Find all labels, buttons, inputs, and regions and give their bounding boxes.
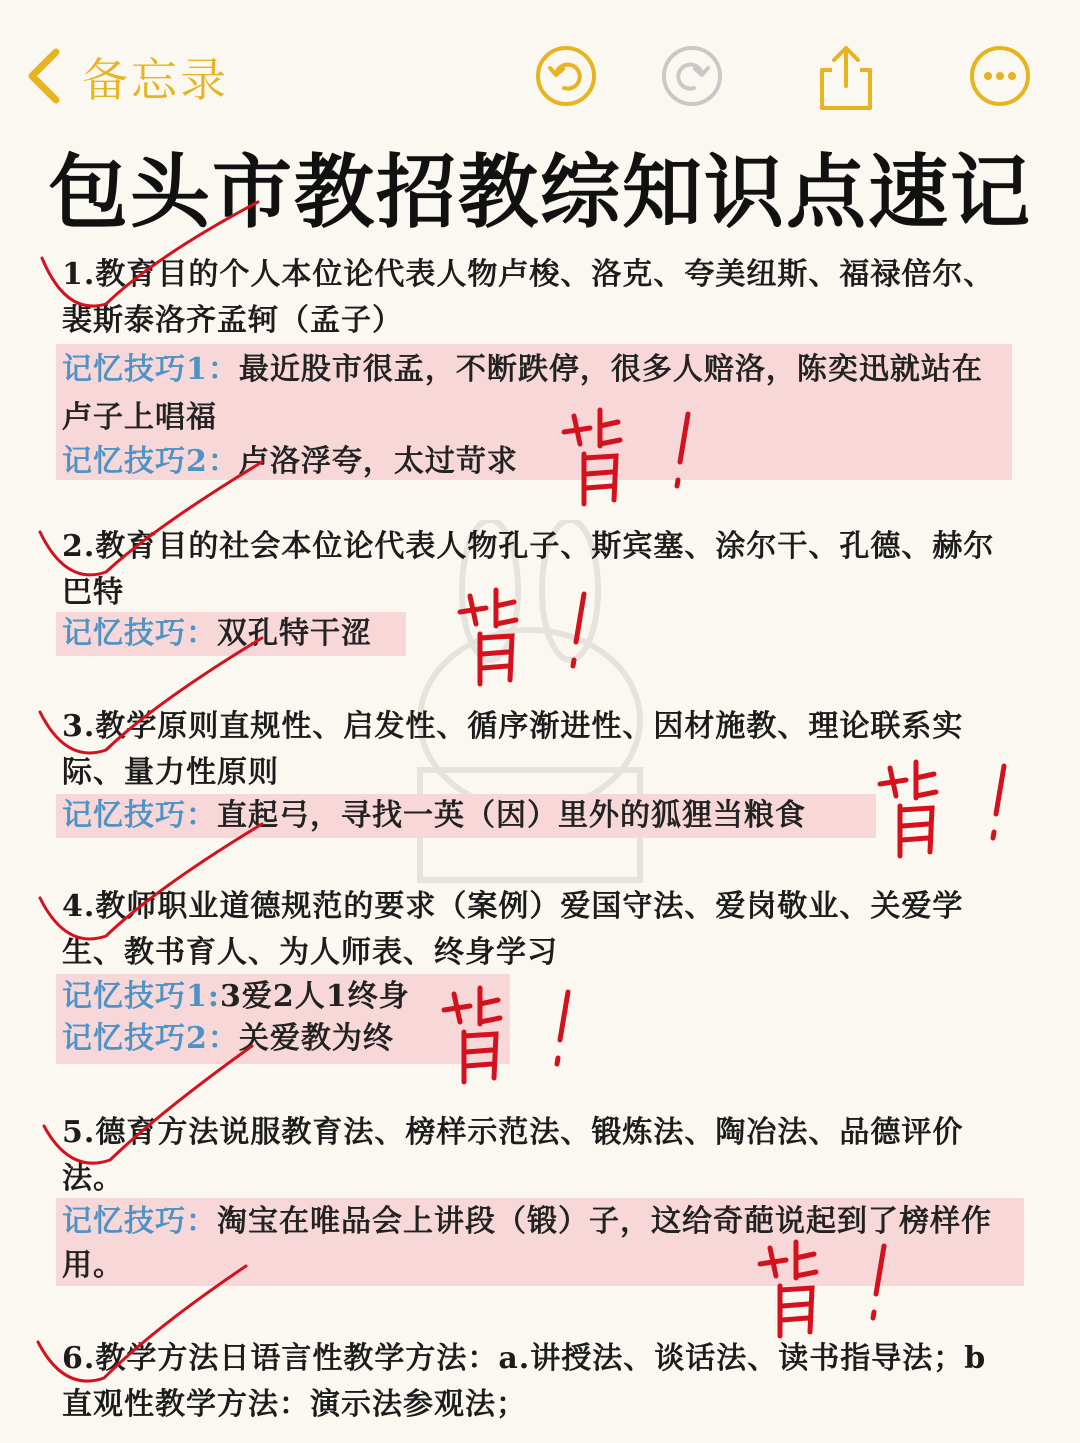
checkmark-icon bbox=[36, 632, 266, 772]
checkmark-icon bbox=[36, 196, 266, 336]
checkmark-icon bbox=[36, 818, 266, 958]
nav-bar bbox=[0, 0, 1080, 140]
note-item-3: 3.教学原则直规性、启发性、循序渐进性、因材施教、理论联系实际、量力性原则 bbox=[62, 709, 964, 790]
note-item-6: 6.教学方法日语言性教学方法：a.讲授法、谈话法、读书指导法；b直观性教学方法：演示法参观法； bbox=[62, 1341, 987, 1422]
recite-annotation-icon bbox=[456, 580, 606, 690]
redo-icon[interactable] bbox=[660, 44, 724, 108]
recite-annotation-icon bbox=[876, 752, 1026, 862]
note-item-1: 1.教育目的个人本位论代表人物卢梭、洛克、夸美纽斯、福禄倍尔、裴斯泰洛齐孟轲（孟子） bbox=[62, 257, 995, 338]
recite-annotation-icon bbox=[560, 400, 710, 510]
tip-value: 关爱教为终 bbox=[238, 1021, 394, 1056]
tip-value: 直起弓，寻找一英（因）里外的狐狸当粮食 bbox=[217, 798, 806, 833]
checkmark-icon bbox=[34, 1262, 264, 1402]
tip-value: 卢洛浮夸，太过苛求 bbox=[238, 444, 518, 479]
back-label[interactable]: 备忘录 bbox=[82, 53, 229, 107]
tip-value: 双孔特干涩 bbox=[217, 616, 372, 651]
tip-key: 记忆技巧： bbox=[62, 616, 217, 651]
tip-key: 记忆技巧2： bbox=[62, 1021, 239, 1056]
undo-icon[interactable] bbox=[534, 44, 598, 108]
chevron-left-icon[interactable] bbox=[22, 46, 66, 106]
note-item-2: 2.教育目的社会本位论代表人物孔子、斯宾塞、涂尔干、孔德、赫尔巴特 bbox=[62, 529, 995, 610]
tip-line bbox=[62, 346, 1012, 442]
page-title: 包头市教招教综知识点速记 bbox=[48, 145, 1032, 239]
tip-key: 记忆技巧2： bbox=[62, 444, 239, 479]
more-icon[interactable] bbox=[968, 44, 1032, 108]
note-item-4: 4.教师职业道德规范的要求（案例）爱国守法、爱岗敬业、关爱学生、教书育人、为人师表、终身学习 bbox=[62, 889, 964, 970]
tip-value: 3爱2人1终身 bbox=[219, 979, 410, 1014]
recite-annotation-icon bbox=[756, 1232, 906, 1342]
tip-key: 记忆技巧： bbox=[62, 1204, 217, 1239]
share-icon[interactable] bbox=[814, 44, 878, 112]
tip-key: 记忆技巧： bbox=[62, 798, 217, 833]
tip-key: 记忆技巧1： bbox=[62, 352, 239, 387]
checkmark-icon bbox=[36, 456, 266, 596]
note-item-5: 5.德育方法说服教育法、榜样示范法、锻炼法、陶冶法、品德评价法。 bbox=[62, 1115, 964, 1196]
tip-value: 淘宝在唯品会上讲段（锻）子，这给奇葩说起到了榜样作用。 bbox=[62, 1204, 992, 1283]
recite-annotation-icon bbox=[440, 978, 590, 1088]
tip-key: 记忆技巧1: bbox=[62, 979, 220, 1014]
tip-value: 最近股市很孟，不断跌停，很多人赔洛，陈奕迅就站在卢子上唱福 bbox=[62, 352, 983, 435]
checkmark-icon bbox=[40, 1040, 270, 1180]
